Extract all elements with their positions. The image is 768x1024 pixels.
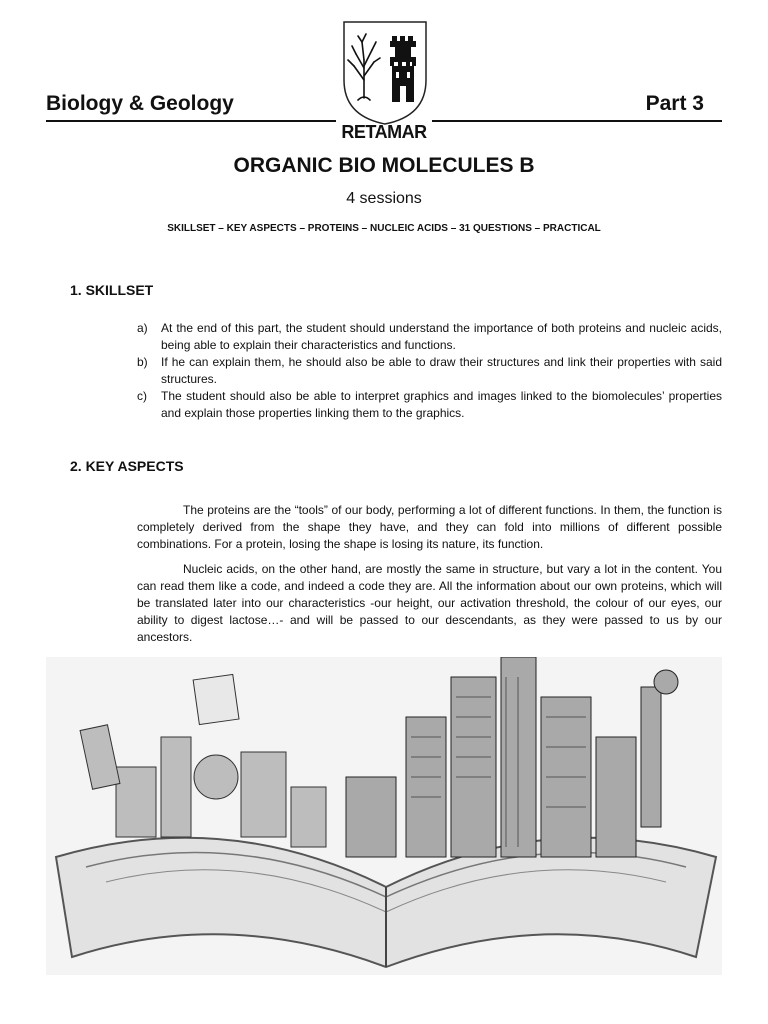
open-book-city-illustration-icon <box>46 657 722 975</box>
key-aspects-body <box>137 502 722 654</box>
tree-and-tower-crest-icon <box>340 20 430 126</box>
list-text: At the end of this part, the student should understand the importance of both proteins and nucleic acids, being able to explain their characteristics and functions. <box>161 321 722 352</box>
list-letter: c) <box>137 389 147 403</box>
skillset-list <box>137 320 722 422</box>
list-item <box>137 320 722 354</box>
list-item <box>137 354 722 388</box>
skillset-heading: 1. SKILLSET <box>70 282 154 298</box>
list-letter: b) <box>137 355 148 369</box>
school-name: RETAMAR <box>341 122 427 142</box>
session-count: 4 sessions <box>346 190 422 207</box>
list-text: The student should also be able to interpret graphics and images linked to the biomolecules’ properties and explain those properties linking them to the graphics. <box>161 389 722 420</box>
list-letter: a) <box>137 321 148 335</box>
key-aspects-heading: 2. KEY ASPECTS <box>70 458 184 474</box>
list-item <box>137 388 722 422</box>
subject-title: Biology & Geology <box>46 92 234 115</box>
list-text: If he can explain them, he should also be able to draw their structures and link their properties with said structures. <box>161 355 722 386</box>
document-title: ORGANIC BIO MOLECULES B <box>233 154 535 177</box>
paragraph: The proteins are the “tools” of our body, performing a lot of different functions. In them, the function is completely derived from the shape they have, and they can fold into millions of different possible combinations. For a protein, losing the shape is losing its nature, its function. <box>137 503 722 551</box>
paragraph: Nucleic acids, on the other hand, are mostly the same in structure, but vary a lot in the content. You can read them like a code, and indeed a code they are. All the information about our own proteins, which will be translated later into our characteristics -our height, our activation threshold, the colour of our eyes, our ability to digest lactose…- and will be passed to our descendants, as they were passed to us by our ancestors. <box>137 562 722 644</box>
topic-list: SKILLSET – KEY ASPECTS – PROTEINS – NUCLEIC ACIDS – 31 QUESTIONS – PRACTICAL <box>167 223 601 234</box>
part-label: Part 3 <box>645 92 704 115</box>
